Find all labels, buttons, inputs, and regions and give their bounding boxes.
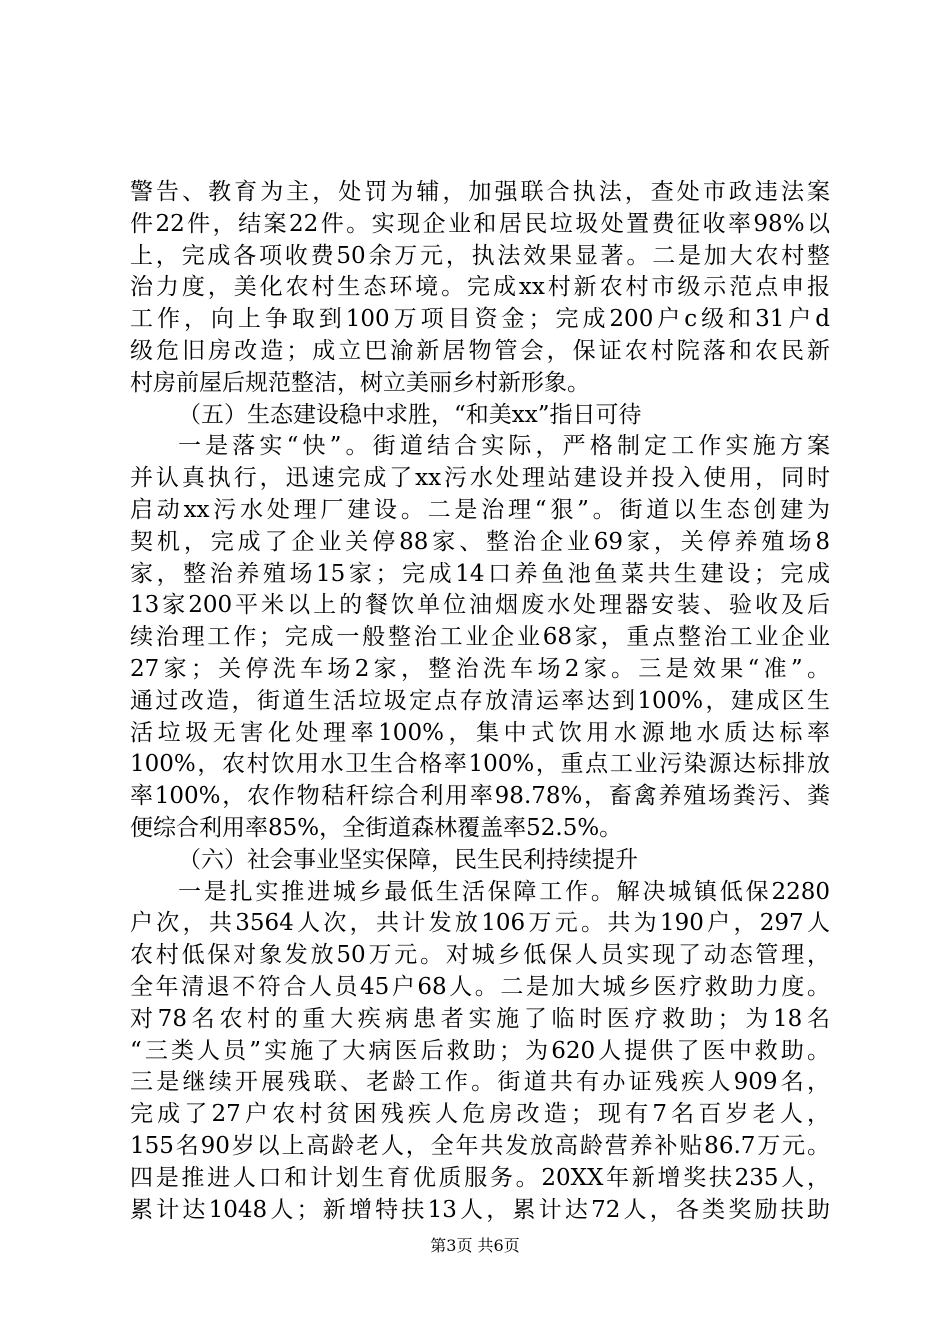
text-line: 一是扎实推进城乡最低生活保障工作。解决城镇低保2280	[178, 878, 830, 905]
text-line: （六）社会事业坚实保障，民生民利持续提升	[178, 846, 638, 873]
text-line: 完成了27户农村贫困残疾人危房改造；现有7名百岁老人，	[130, 1101, 830, 1128]
text-line: 治力度，美化农村生态环境。完成xx村新农村市级示范点申报	[130, 274, 830, 301]
text-line: 对78名农村的重大疾病患者实施了临时医疗救助；为18名	[130, 1005, 830, 1032]
text-line: 工作，向上争取到100万项目资金；完成200户c级和31户d	[130, 306, 830, 333]
text-line: 155名90岁以上高龄老人，全年共发放高龄营养补贴86.7万元。	[130, 1133, 830, 1159]
text-line: 件22件，结案22件。实现企业和居民垃圾处置费征收率98%以	[130, 210, 830, 237]
text-line: 率100%，农作物秸秆综合利用率98.78%，畜禽养殖场粪污、粪	[130, 783, 830, 810]
text-line: 级危旧房改造；成立巴渝新居物管会，保证农村院落和农民新	[130, 338, 830, 364]
text-line: 上，完成各项收费50余万元，执法效果显著。二是加大农村整	[130, 242, 830, 269]
text-line: 一是落实“快”。街道结合实际，严格制定工作实施方案	[178, 433, 830, 460]
text-line: 家，整治养殖场15家；完成14口养鱼池鱼菜共生建设；完成	[130, 560, 830, 587]
text-line: 续治理工作；完成一般整治工业企业68家，重点整治工业企业	[130, 624, 830, 651]
text-line: 便综合利用率85%，全街道森林覆盖率52.5%。	[130, 815, 623, 841]
text-line: 100%，农村饮用水卫生合格率100%，重点工业污染源达标排放	[130, 751, 830, 778]
text-line: 并认真执行，迅速完成了xx污水处理站建设并投入使用，同时	[130, 465, 830, 492]
text-line: （五）生态建设稳中求胜，“和美xx”指日可待	[178, 401, 642, 428]
text-line: 通过改造，街道生活垃圾定点存放清运率达到100%，建成区生	[130, 687, 830, 714]
text-line: “三类人员”实施了大病医后救助；为620人提供了医中救助。	[130, 1037, 830, 1064]
text-line: 全年清退不符合人员45户68人。二是加大城乡医疗救助力度。	[130, 974, 830, 1000]
text-line: 契机，完成了企业关停88家、整治企业69家，关停养殖场8	[130, 528, 830, 555]
text-line: 启动xx污水处理厂建设。二是治理“狠”。街道以生态创建为	[130, 497, 830, 523]
text-line: 户次，共3564人次，共计发放106万元。共为190户，297人	[130, 910, 830, 937]
text-line: 农村低保对象发放50万元。对城乡低保人员实现了动态管理，	[130, 942, 830, 969]
text-line: 村房前屋后规范整洁，树立美丽乡村新形象。	[130, 369, 590, 396]
page-footer: 第3页 共6页	[430, 1236, 520, 1255]
text-line: 三是继续开展残联、老龄工作。街道共有办证残疾人909名，	[130, 1069, 830, 1096]
text-line: 13家200平米以上的餐饮单位油烟废水处理器安装、验收及后	[130, 592, 830, 619]
text-line: 27家；关停洗车场2家，整治洗车场2家。三是效果“准”。	[130, 656, 830, 682]
text-line: 警告、教育为主，处罚为辅，加强联合执法，查处市政违法案	[130, 179, 830, 205]
text-line: 累计达1048人；新增特扶13人，累计达72人，各类奖励扶助	[130, 1196, 830, 1223]
text-line: 活垃圾无害化处理率100%，集中式饮用水源地水质达标率	[130, 719, 830, 746]
text-line: 四是推进人口和计划生育优质服务。20XX年新增奖扶235人，	[130, 1164, 830, 1191]
